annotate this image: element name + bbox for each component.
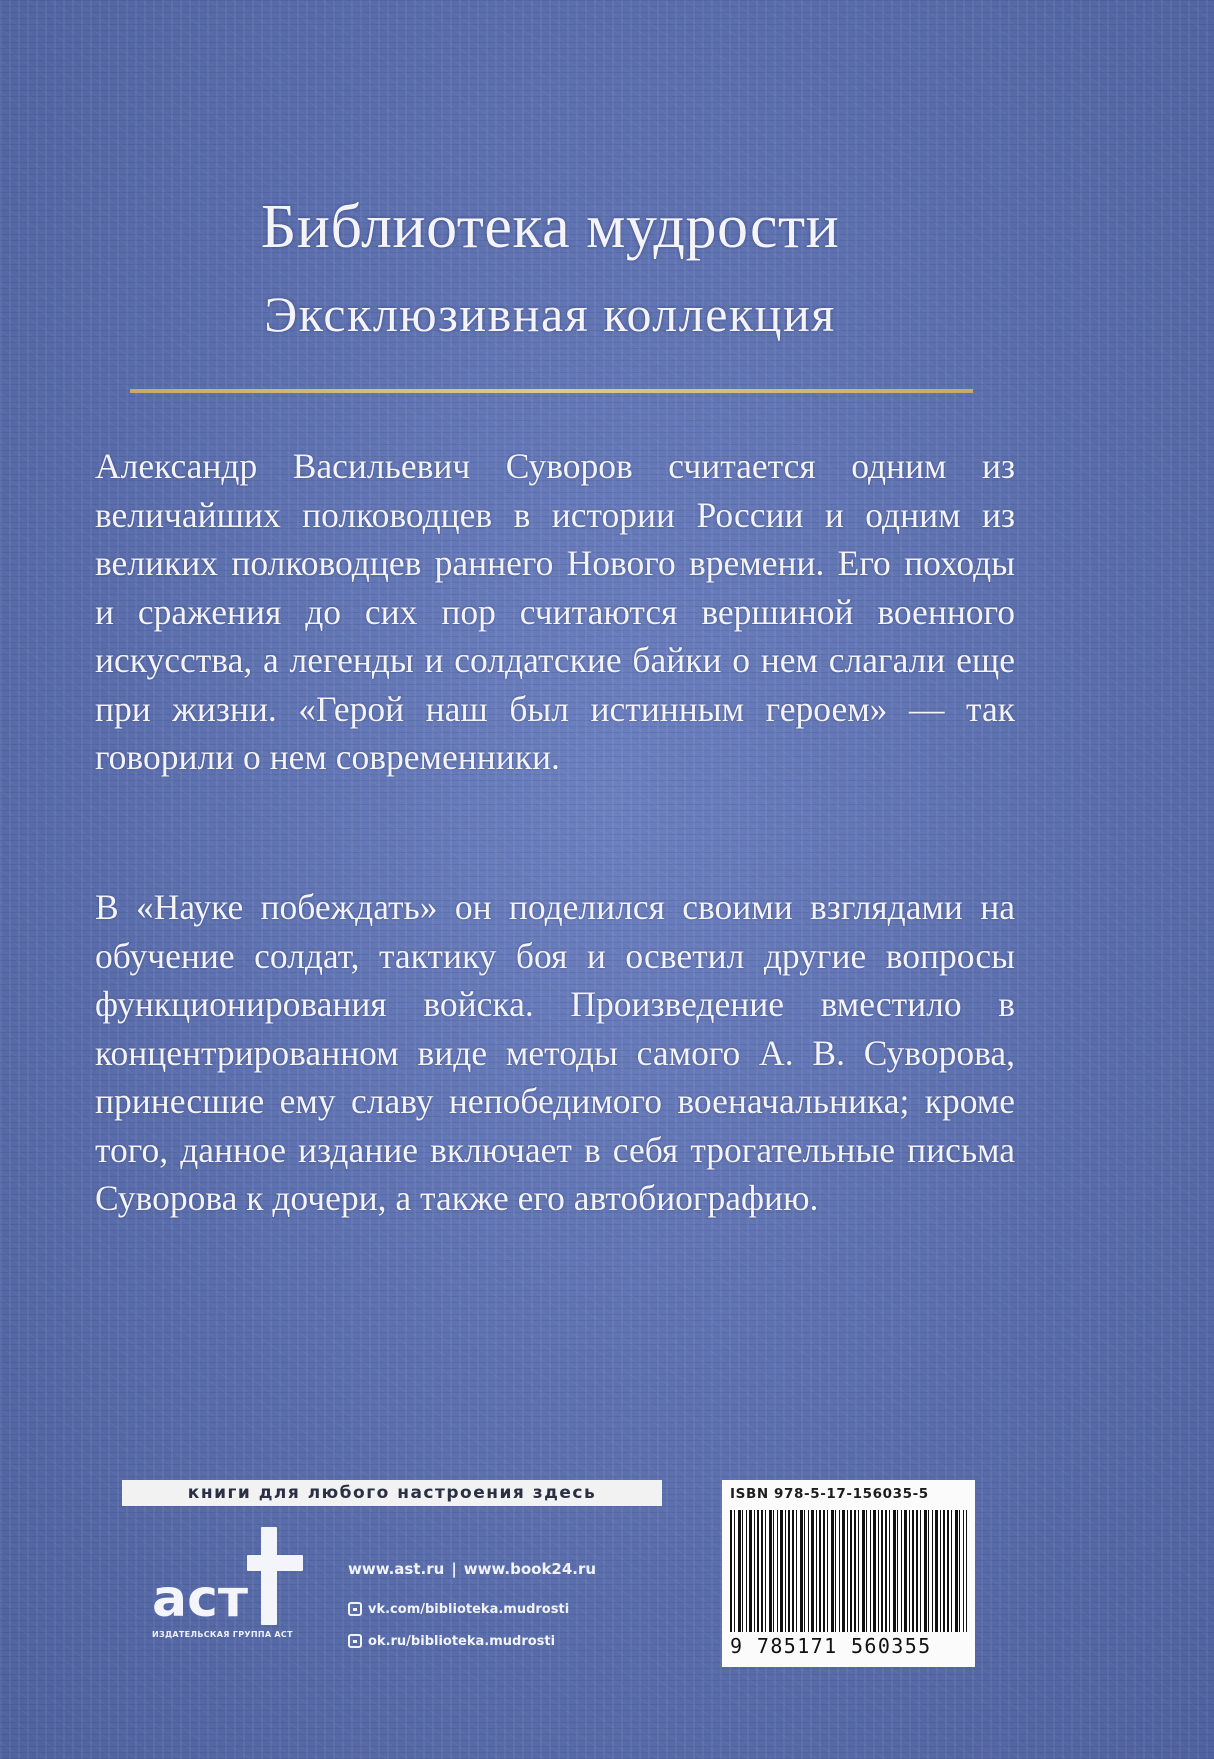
series-title: Библиотека мудрости — [260, 193, 840, 261]
publisher-logo — [150, 1520, 325, 1632]
social-link-2[interactable]: ok.ru/biblioteka.mudrosti — [368, 1633, 556, 1649]
tagline-banner: книги для любого настроения здесь — [122, 1480, 662, 1506]
publisher-logo-text: аст — [152, 1569, 249, 1629]
barcode-icon — [730, 1510, 967, 1632]
social-link-1[interactable]: vk.com/biblioteka.mudrosti — [368, 1601, 570, 1617]
ok-icon — [348, 1634, 362, 1648]
vk-icon — [348, 1602, 362, 1616]
series-subtitle: Эксклюзивная коллекция — [264, 286, 836, 342]
isbn-label: ISBN 978-5-17-156035-5 — [730, 1486, 929, 1502]
social-row-1 — [348, 1598, 688, 1620]
barcode-digits: 9 785171 560355 — [730, 1634, 932, 1658]
blurb-text-1: Александр Васильевич Суворов считается одним из величайших полководцев в истории России и одним из великих полководцев раннего Нового времени. Его походы и сражения до сих пор считаются вершиной военного искусства, а легенды и солдатские байки о нем слагали еще при жизни. «Герой наш был истинным героем» — так говорили о нем современники. — [95, 446, 1015, 777]
publisher-caption: ИЗДАТЕЛЬСКАЯ ГРУППА АСТ — [152, 1630, 293, 1639]
website-ast-link[interactable]: www.ast.ru — [348, 1560, 445, 1578]
blurb-paragraph-2 — [95, 883, 1015, 1223]
social-links — [348, 1598, 688, 1652]
blurb-paragraph-1 — [95, 442, 1015, 782]
gold-divider — [130, 389, 973, 393]
publisher-contacts — [348, 1560, 688, 1662]
isbn-barcode-block — [722, 1480, 975, 1667]
blurb-text-2: В «Науке побеждать» он поделился своими взглядами на обучение солдат, тактику боя и осветил другие вопросы функционирования войска. Произведение вместило в концентрированном виде методы самого А. В. Суворова, принесшие ему славу непобедимого военачальника; кроме того, данное издание включает в себя трогательные письма Суворова к дочери, а также его автобиографию. — [95, 887, 1015, 1218]
ast-logo-icon — [150, 1520, 325, 1632]
publisher-websites: www.ast.ru | www.book24.ru — [348, 1560, 597, 1578]
social-row-2 — [348, 1630, 688, 1652]
website-book24-link[interactable]: www.book24.ru — [463, 1560, 597, 1578]
